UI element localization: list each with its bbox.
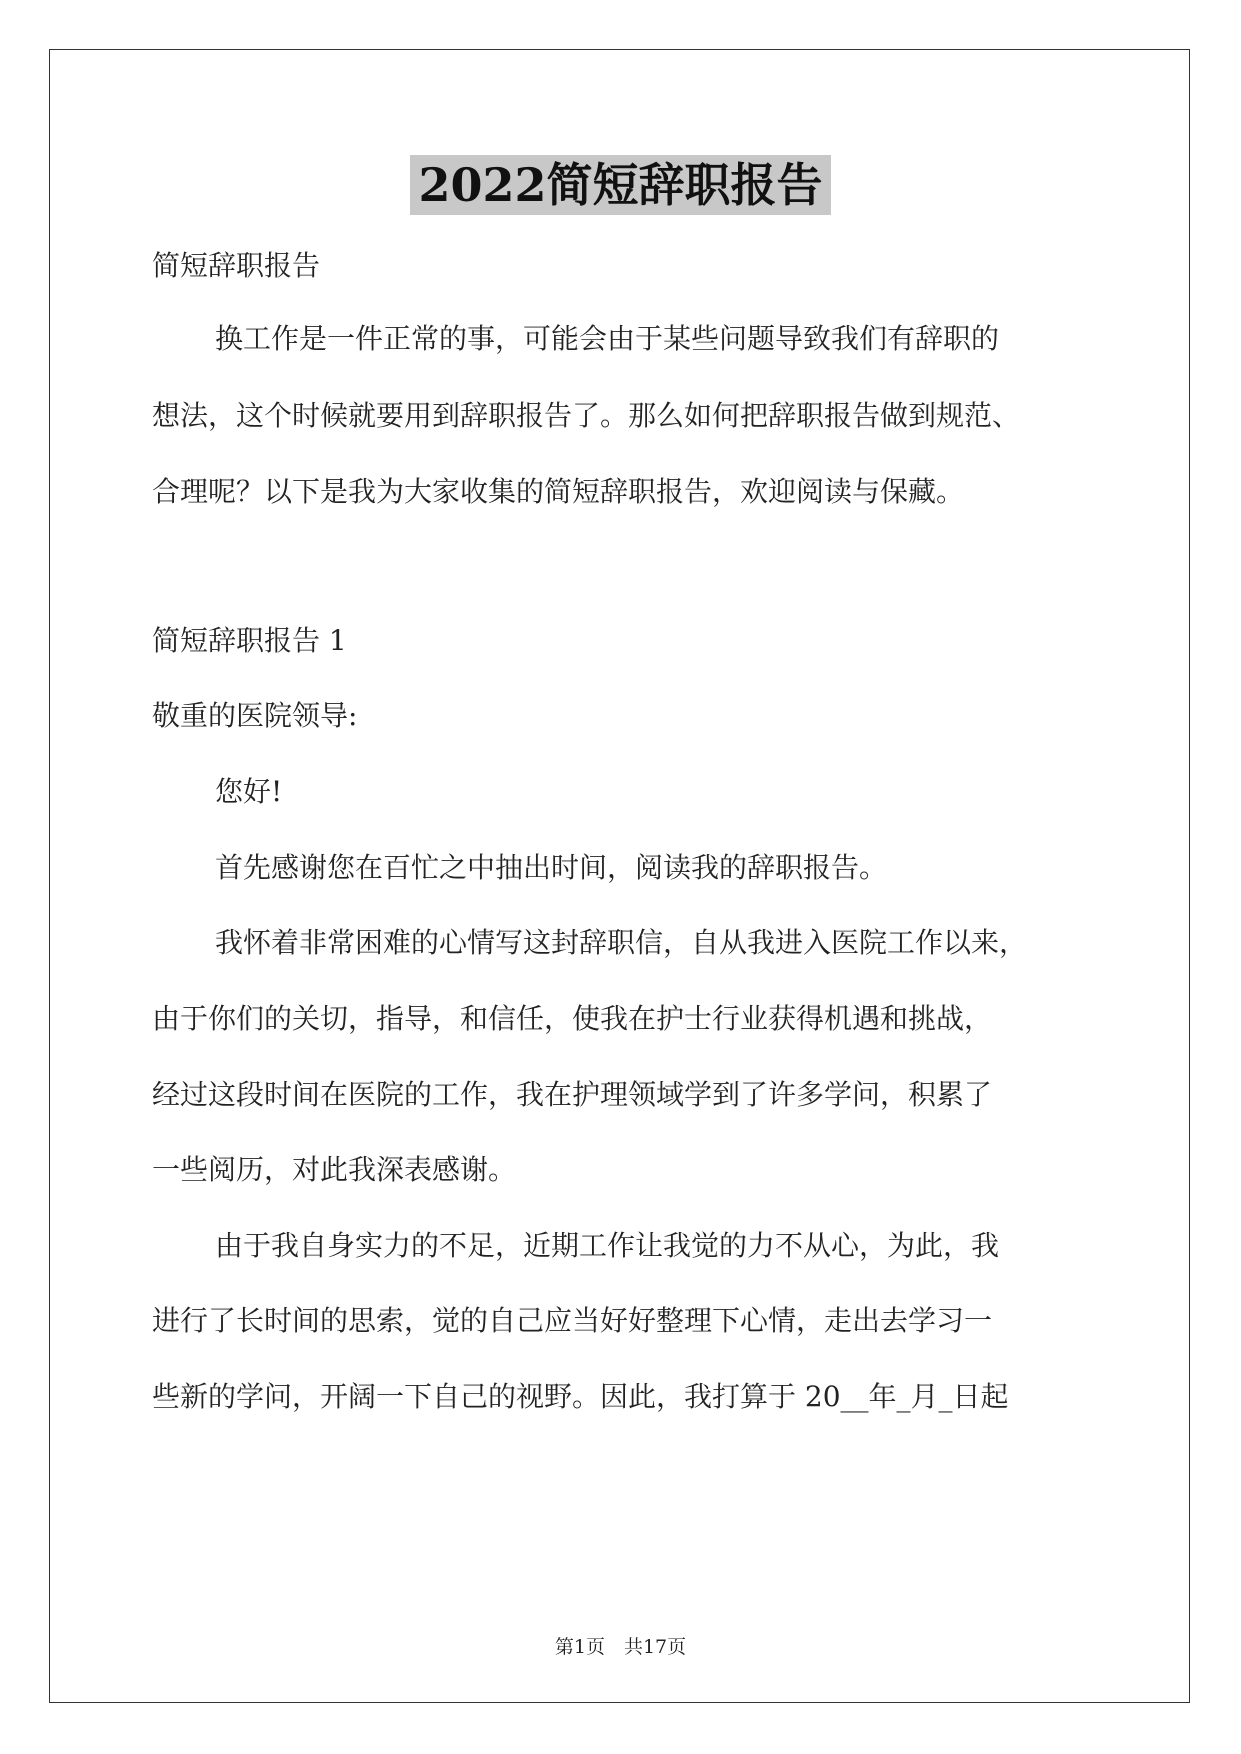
paragraph-line: 我怀着非常困难的心情写这封辞职信，自从我进入医院工作以来， [215,926,1028,959]
document-title: 2022简短辞职报告 [410,155,830,215]
paragraph-line: 简短辞职报告 [152,249,321,282]
paragraph-line: 进行了长时间的思索，觉的自己应当好好整理下心情，走出去学习一 [152,1304,993,1337]
page-footer: 第1页 共17页 [554,1636,687,1658]
paragraph-line: 些新的学问，开阔一下自己的视野。因此，我打算于 20__年_月_日起 [152,1380,1009,1413]
section-heading: 简短辞职报告 1 [152,624,347,657]
salutation: 敬重的医院领导: [152,699,358,732]
greeting: 您好! [215,775,283,808]
paragraph-line: 经过这段时间在医院的工作，我在护理领域学到了许多学问，积累了 [152,1078,993,1111]
paragraph-line: 由于我自身实力的不足，近期工作让我觉的力不从心，为此，我 [215,1229,1000,1262]
paragraph-line: 合理呢？以下是我为大家收集的简短辞职报告，欢迎阅读与保藏。 [152,475,965,508]
paragraph-line: 由于你们的关切，指导，和信任，使我在护士行业获得机遇和挑战， [152,1002,993,1035]
paragraph-line: 一些阅历，对此我深表感谢。 [152,1153,517,1186]
paragraph-line: 想法，这个时候就要用到辞职报告了。那么如何把辞职报告做到规范、 [152,399,1021,432]
paragraph-line: 首先感谢您在百忙之中抽出时间，阅读我的辞职报告。 [215,851,888,884]
paragraph-line: 换工作是一件正常的事，可能会由于某些问题导致我们有辞职的 [215,322,1000,355]
title-wrapper [0,155,1241,215]
